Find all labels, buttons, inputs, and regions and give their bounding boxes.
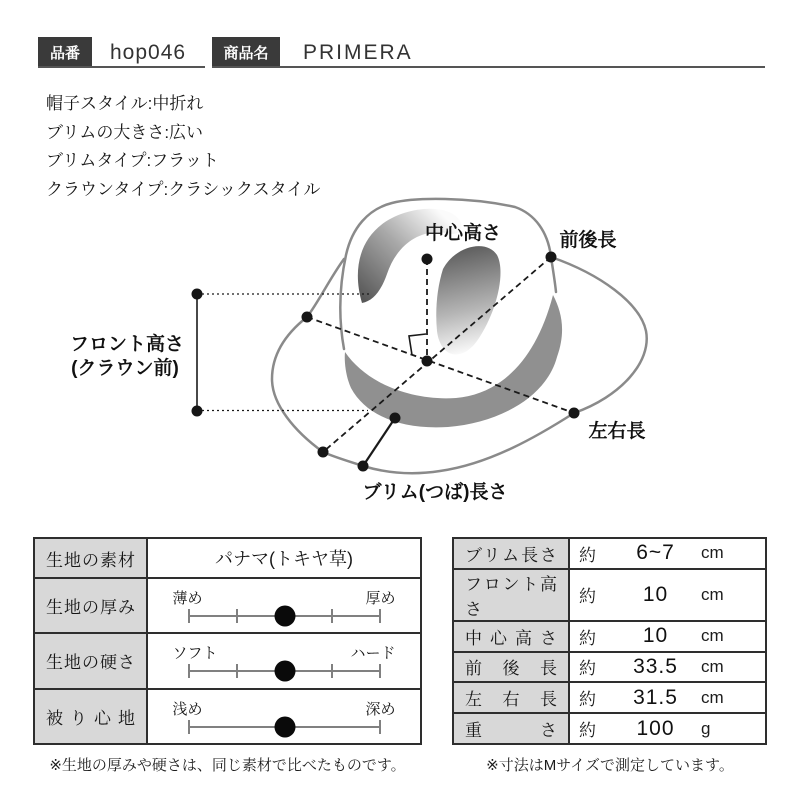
dot-front-back-top [546, 252, 557, 263]
label-front-height-line1: フロント高さ [69, 334, 185, 355]
table-row-left-right [454, 681, 765, 712]
front-height-value: 10 [642, 582, 669, 606]
thickness-right-label: 厚め [365, 590, 396, 607]
label-front-height-line2: (クラウン前) [71, 358, 179, 379]
label-brim-length: ブリム(つば)長さ [362, 482, 508, 503]
slider-tick [379, 664, 381, 678]
table-row-front-back [454, 651, 765, 682]
approx-prefix: 約 [579, 587, 596, 607]
fit-depth-slider [148, 690, 420, 743]
slider-track [189, 726, 381, 728]
stiffness-right-label: ハード [350, 645, 396, 663]
item-number-value: hop046 [110, 41, 187, 64]
front-back-unit: cm [701, 656, 724, 676]
product-name-tag [212, 37, 280, 67]
dot-left-right-left [302, 312, 313, 323]
weight-label: 重さ [465, 721, 557, 741]
stiffness-label-cell [35, 634, 148, 687]
center-height-value-cell [570, 622, 765, 651]
brim-length-label: ブリム長さ [465, 545, 557, 565]
product-name-value: PRIMERA [303, 41, 413, 64]
hat-measurement-diagram [0, 190, 800, 520]
table-row-fit-depth [35, 688, 420, 743]
item-number-tag-label: 品番 [49, 44, 80, 62]
brim-length-unit: cm [701, 543, 724, 563]
approx-prefix: 約 [579, 659, 596, 679]
slider-track [189, 615, 381, 617]
weight-value-cell [570, 714, 765, 743]
table-row-center-height [454, 620, 765, 651]
spec-line-crown-type: クラウンタイプ:クラシックスタイル [46, 179, 321, 199]
slider-tick [379, 609, 381, 623]
label-center-height: 中心高さ [424, 223, 502, 244]
center-height-label-cell [454, 622, 570, 651]
label-front-back-length: 前後長 [559, 230, 617, 251]
front-back-value: 33.5 [633, 654, 678, 678]
material-label: 生地の素材 [46, 550, 135, 570]
dot-front-height-top [192, 289, 203, 300]
approx-prefix: 約 [579, 721, 596, 741]
dot-crown-center [422, 356, 433, 367]
size-spec-table [452, 537, 767, 745]
brim-length-label-cell [454, 539, 570, 568]
front-back-label: 前後長 [465, 659, 557, 679]
center-height-label: 中心高さ [465, 628, 557, 648]
thickness-label: 生地の厚み [46, 598, 135, 618]
brim-length-value: 6~7 [636, 541, 675, 565]
header-underline-left [38, 66, 205, 68]
front-height-label: フロント高さ [465, 574, 557, 619]
thickness-rating-dot [274, 606, 295, 627]
slider-tick [379, 720, 381, 734]
fit-depth-rating-dot [274, 716, 295, 737]
left-right-value-cell [570, 683, 765, 712]
product-name-tag-label: 商品名 [223, 44, 269, 62]
front-back-value-cell [570, 653, 765, 682]
material-value: パナマ(トキヤ草) [215, 549, 353, 569]
table-row-material [35, 539, 420, 577]
fabric-table-footnote: ※生地の厚みや硬さは、同じ素材で比べたものです。 [49, 757, 406, 774]
fabric-spec-table [33, 537, 422, 745]
front-height-value-cell [570, 570, 765, 620]
table-row-front-height [454, 568, 765, 620]
stiffness-left-label: ソフト [172, 645, 218, 663]
table-row-stiffness [35, 632, 420, 687]
slider-tick [331, 664, 333, 678]
weight-label-cell [454, 714, 570, 743]
table-row-brim-length [454, 539, 765, 568]
stiffness-label: 生地の硬さ [46, 653, 135, 673]
header-underline-right [212, 66, 765, 68]
table-row-thickness [35, 577, 420, 632]
slider-tick [188, 664, 190, 678]
center-height-value: 10 [642, 624, 669, 648]
item-number-tag [38, 37, 92, 67]
spec-line-brim-type: ブリムタイプ:フラット [46, 151, 219, 170]
thickness-slider [148, 579, 420, 632]
table-row-weight [454, 712, 765, 743]
style-spec-list [46, 90, 320, 204]
approx-prefix: 約 [579, 628, 596, 648]
fit-depth-right-label: 深め [365, 700, 396, 718]
stiffness-slider [148, 634, 420, 687]
material-label-cell [35, 539, 148, 577]
slider-tick [236, 664, 238, 678]
spec-line-brim-size: ブリムの大きさ:広い [46, 122, 204, 142]
left-right-label-cell [454, 683, 570, 712]
dot-left-right-right [569, 408, 580, 419]
dot-front-back-bottom [318, 447, 329, 458]
dot-brim-inner [390, 413, 401, 424]
dot-front-height-bottom [192, 406, 203, 417]
fit-depth-label-cell [35, 690, 148, 743]
front-height-unit: cm [701, 584, 724, 604]
size-table-footnote: ※寸法はMサイズで測定しています。 [486, 757, 734, 774]
fit-depth-left-label: 浅め [172, 700, 203, 718]
dot-center-height-top [422, 254, 433, 265]
front-height-label-cell [454, 570, 570, 620]
left-right-label: 左右長 [465, 690, 557, 710]
fit-depth-label: 被り心地 [46, 708, 135, 728]
slider-tick [236, 609, 238, 623]
slider-tick [188, 720, 190, 734]
approx-prefix: 約 [579, 545, 596, 565]
center-height-unit: cm [701, 626, 724, 646]
weight-unit: g [701, 718, 711, 738]
approx-prefix: 約 [579, 690, 596, 710]
front-back-label-cell [454, 653, 570, 682]
brim-length-value-cell [570, 539, 765, 568]
slider-tick [188, 609, 190, 623]
weight-value: 100 [636, 716, 675, 740]
stiffness-rating-dot [274, 661, 295, 682]
dot-brim-edge [358, 461, 369, 472]
thickness-label-cell [35, 579, 148, 632]
slider-tick [331, 609, 333, 623]
spec-line-hat-style: 帽子スタイル:中折れ [46, 94, 204, 113]
thickness-left-label: 薄め [172, 590, 203, 607]
slider-track [189, 670, 381, 672]
left-right-unit: cm [701, 687, 724, 707]
label-left-right-length: 左右長 [588, 421, 646, 442]
left-right-value: 31.5 [633, 685, 678, 709]
